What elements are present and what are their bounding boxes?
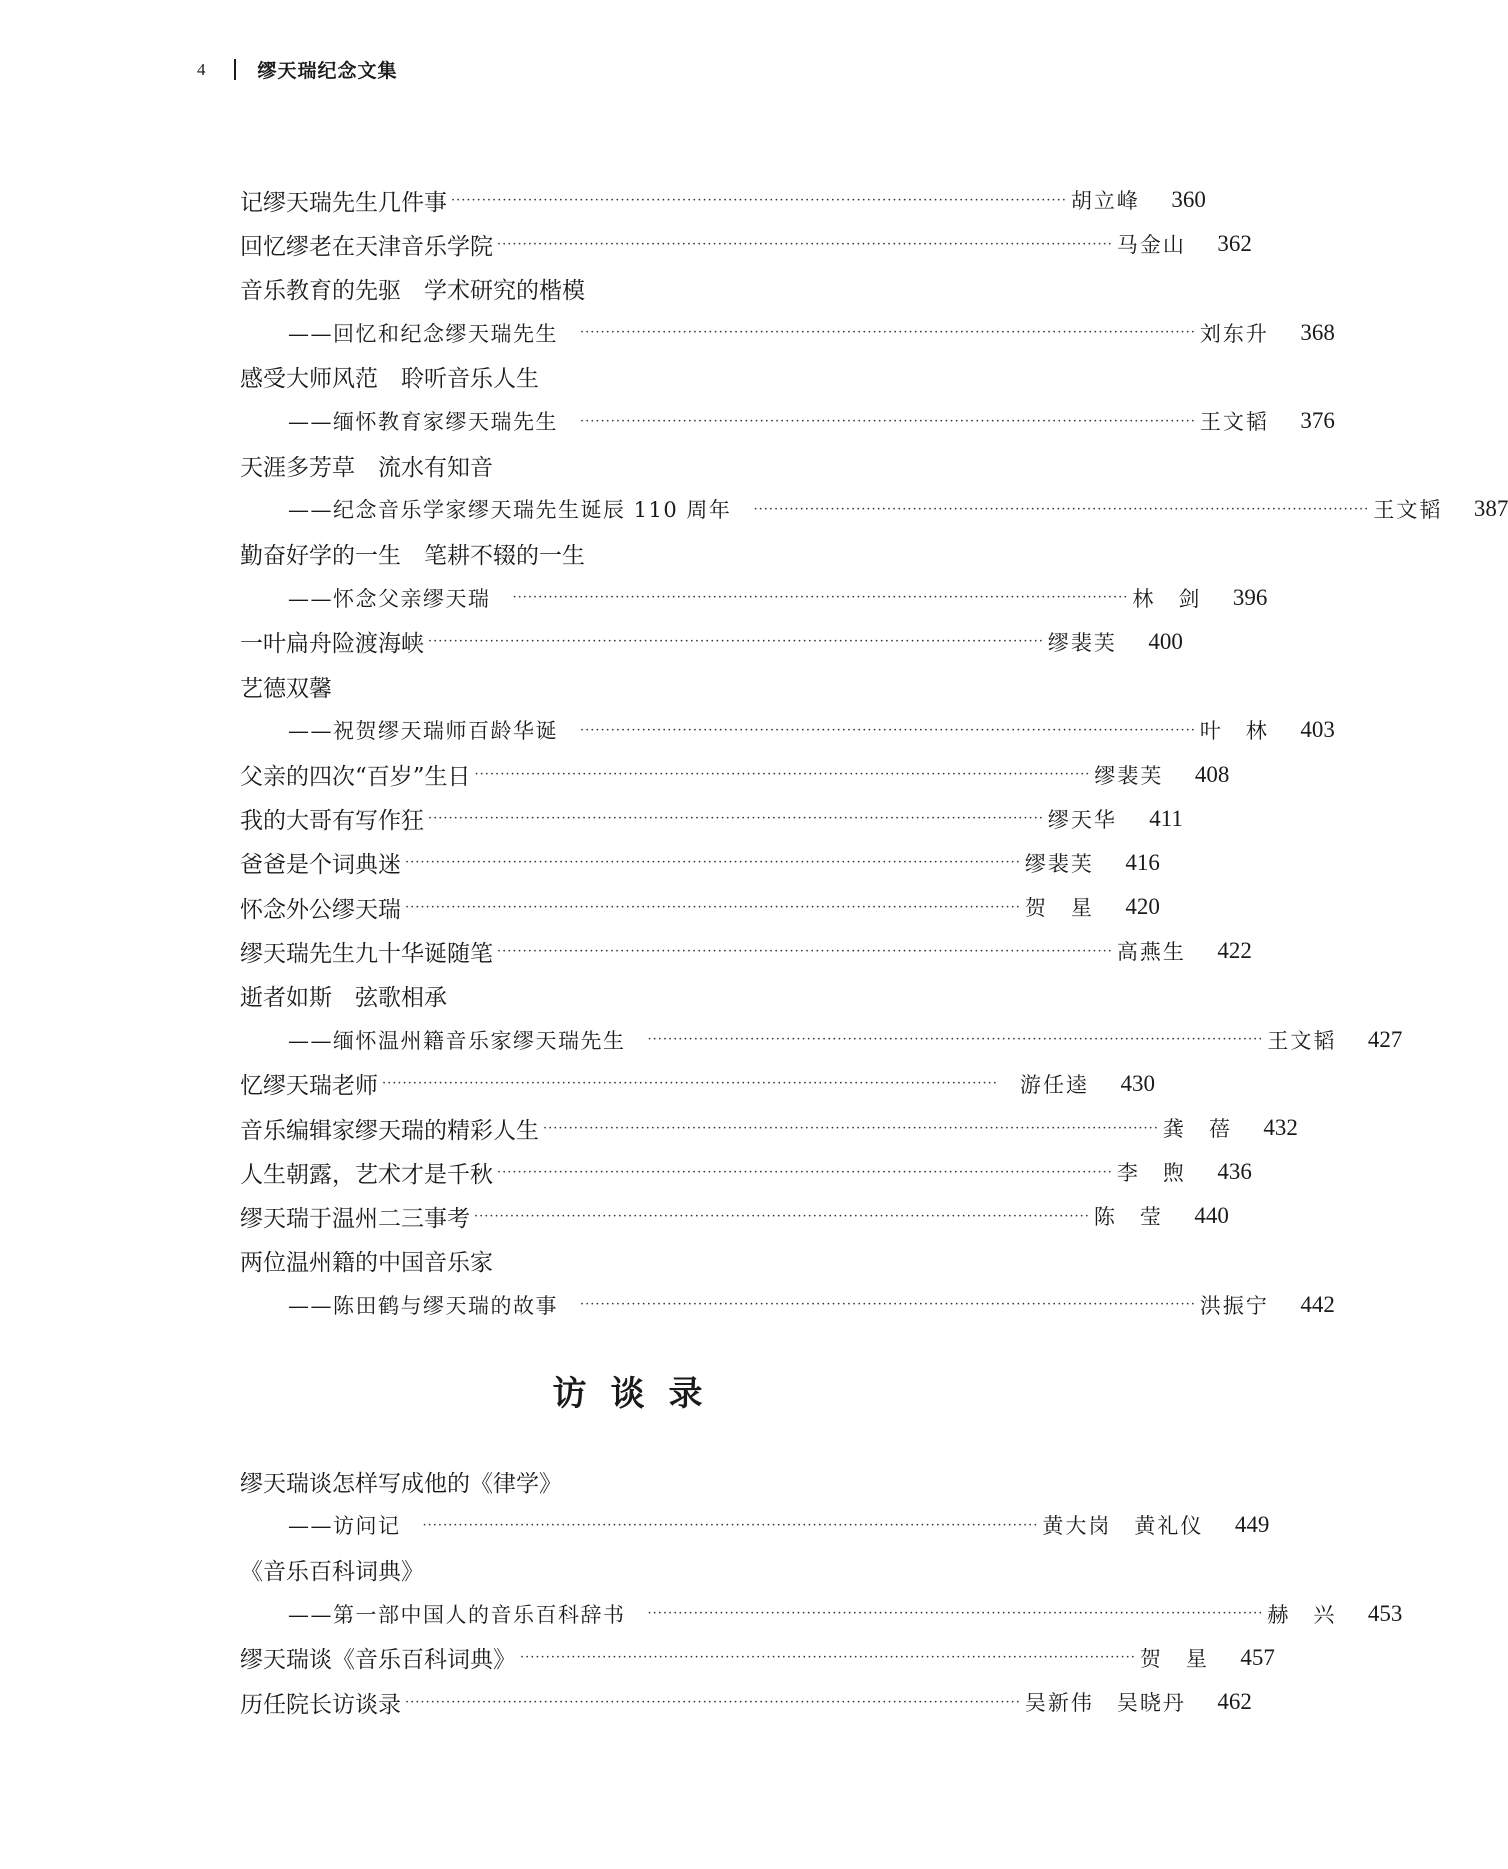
dot-leader: ························································································································: [753, 501, 1370, 517]
dot-leader: ························································································································: [647, 1032, 1264, 1048]
toc-entry-title: 历任院长访谈录: [240, 1691, 401, 1718]
toc-entry-page: 427: [1367, 1026, 1403, 1052]
dot-leader: ························································································································: [497, 236, 1113, 252]
toc-entry-author: 叶 林: [1199, 719, 1269, 744]
toc-entry-subtitle: ——缅怀温州籍音乐家缪天瑞先生: [288, 1028, 626, 1053]
toc-entry-author: 缪天华: [1047, 807, 1117, 832]
toc-entry-page: 442: [1300, 1291, 1335, 1317]
dot-leader: ························································································································: [520, 1650, 1136, 1666]
toc-entry-author: 洪振宁: [1199, 1293, 1269, 1318]
dot-leader: ························································································································: [422, 1517, 1039, 1533]
page-number: 4: [197, 59, 206, 79]
toc-entry: [240, 266, 1155, 310]
toc-entry: [240, 222, 1252, 266]
toc-entry-page: 457: [1240, 1644, 1275, 1670]
toc-entry: [240, 399, 1335, 443]
toc-entry: [240, 178, 1206, 222]
toc-entry-page: 432: [1263, 1115, 1298, 1141]
toc-entry-page: 449: [1234, 1512, 1270, 1538]
toc-entry-page: 400: [1148, 628, 1183, 654]
toc-entry-page: 422: [1217, 938, 1252, 964]
toc-entry-subtitle: ——陈田鹤与缪天瑞的故事: [288, 1293, 558, 1318]
toc-entry-page: 396: [1232, 584, 1268, 610]
toc-entry-title: 两位温州籍的中国音乐家: [240, 1250, 493, 1277]
toc-main-list: [240, 178, 1508, 1327]
toc-entry: [240, 311, 1335, 355]
dot-leader: ························································································································: [580, 325, 1196, 341]
toc-entry: [240, 841, 1160, 885]
toc-entry: [240, 885, 1160, 929]
toc-entry-author: 贺 星: [1024, 896, 1094, 921]
toc-entry-author: 游任逵: [1020, 1072, 1089, 1097]
toc-entry-page: 408: [1194, 761, 1230, 787]
dot-leader: ························································································································: [428, 811, 1044, 827]
toc-entry: [240, 1459, 1155, 1503]
toc-entry-author: 王文韬: [1199, 410, 1269, 435]
toc-entry-title: 《音乐百科词典》: [240, 1558, 424, 1585]
toc-entry-author: 缪裴芙: [1094, 763, 1164, 788]
toc-entry: [240, 1018, 1403, 1062]
toc-entry: [240, 973, 1155, 1017]
toc-entry-title: 父亲的四次“百岁”生日: [240, 764, 471, 791]
toc-entry-author: 陈 莹: [1093, 1205, 1163, 1230]
toc-entry-title: 缪天瑞先生九十华诞随笔: [240, 940, 493, 967]
toc-entry-author: 赫 兴: [1267, 1602, 1337, 1627]
toc-entry: [240, 1106, 1298, 1150]
toc-entry-author: 贺 星: [1139, 1646, 1209, 1671]
toc-entry: [240, 443, 1155, 487]
toc-entry: [240, 1062, 1155, 1106]
toc-entry-title: 记缪天瑞先生几件事: [240, 189, 447, 216]
toc-entry-author: 林 剑: [1132, 586, 1202, 611]
toc-entry: [240, 1636, 1275, 1680]
toc-entry-title: 缪天瑞谈怎样写成他的《律学》: [240, 1470, 562, 1497]
toc-entry-page: 362: [1217, 231, 1252, 257]
toc-entry-page: 420: [1125, 894, 1160, 920]
dot-leader: ························································································································: [428, 634, 1044, 650]
toc-entry: [240, 620, 1183, 664]
toc-entry: [240, 752, 1230, 796]
toc-entry-title: 艺德双馨: [240, 675, 332, 702]
toc-entry: [240, 487, 1508, 531]
toc-entry-title: 音乐编辑家缪天瑞的精彩人生: [240, 1117, 539, 1144]
toc-entry-page: 462: [1217, 1689, 1252, 1715]
toc-entry-page: 416: [1125, 849, 1160, 875]
toc-entry-title: 我的大哥有写作狂: [240, 808, 424, 835]
toc-entry-author: 缪裴芙: [1024, 851, 1094, 876]
dot-leader: ························································································································: [580, 413, 1196, 429]
toc-entry: [240, 708, 1335, 752]
toc-entry: [240, 1503, 1270, 1547]
toc-entry-author: 王文韬: [1373, 498, 1443, 523]
toc-entry: [240, 576, 1268, 620]
toc-entry-subtitle: ——第一部中国人的音乐百科辞书: [288, 1602, 626, 1627]
toc-entry-title: 感受大师风范 聆听音乐人生: [240, 366, 539, 393]
toc-entry: [240, 1194, 1229, 1238]
toc-entry: [240, 1150, 1252, 1194]
toc-entry: [240, 797, 1183, 841]
toc-entry-subtitle: ——祝贺缪天瑞师百龄华诞: [288, 719, 558, 744]
toc-entry-author: 高燕生: [1116, 940, 1186, 965]
toc-entry-author: 刘东升: [1199, 321, 1269, 346]
toc-entry-title: 天涯多芳草 流水有知音: [240, 454, 493, 481]
toc-entry: [240, 1592, 1403, 1636]
toc-entry-page: 430: [1120, 1070, 1155, 1096]
toc-entry-page: 403: [1300, 717, 1335, 743]
dot-leader: ························································································································: [543, 1120, 1159, 1136]
toc-entry: [240, 929, 1252, 973]
toc-interviews-list: [240, 1459, 1403, 1724]
toc-entry: [240, 664, 1155, 708]
toc-entry-page: 360: [1171, 187, 1206, 213]
toc-entry-page: 368: [1300, 319, 1335, 345]
toc-entry-page: 436: [1217, 1159, 1252, 1185]
toc-entry-title: 怀念外公缪天瑞: [240, 896, 401, 923]
toc-entry-page: 376: [1300, 408, 1335, 434]
book-title: 缪天瑞纪念文集: [257, 60, 398, 82]
dot-leader: ························································································································: [497, 1164, 1113, 1180]
toc-entry-title: 逝者如斯 弦歌相承: [240, 984, 447, 1011]
toc-entry-page: 453: [1367, 1600, 1403, 1626]
toc-entry-subtitle: ——访问记: [288, 1514, 401, 1539]
dot-leader: ························································································································: [451, 192, 1067, 208]
toc-entry-title: 缪天瑞谈《音乐百科词典》: [240, 1647, 516, 1674]
toc-entry-page: 440: [1194, 1203, 1229, 1229]
dot-leader: ························································································································: [405, 899, 1021, 915]
toc-entry: [240, 1283, 1335, 1327]
dot-leader: ························································································································: [382, 1076, 998, 1092]
toc-entry-subtitle: ——怀念父亲缪天瑞: [288, 586, 491, 611]
dot-leader: ························································································································: [405, 855, 1021, 871]
toc-entry-title: 忆缪天瑞老师: [240, 1073, 378, 1100]
dot-leader: ························································································································: [647, 1606, 1264, 1622]
header-divider: [234, 59, 236, 80]
toc-entry-author: 胡立峰: [1070, 189, 1140, 214]
toc-entry: [240, 1547, 1155, 1591]
dot-leader: ························································································································: [497, 943, 1113, 959]
section-title: 访谈录: [552, 1374, 727, 1414]
toc-entry-subtitle: ——回忆和纪念缪天瑞先生: [288, 321, 558, 346]
toc-entry: [240, 355, 1155, 399]
toc-entry: [240, 532, 1155, 576]
toc-entry: [240, 1239, 1155, 1283]
toc-entry-title: 一叶扁舟险渡海峡: [240, 631, 424, 658]
toc-entry-author: 李 煦: [1116, 1161, 1186, 1186]
toc-entry-page: 387: [1473, 496, 1508, 522]
dot-leader: ························································································································: [580, 1297, 1196, 1313]
toc-entry-title: 勤奋好学的一生 笔耕不辍的一生: [240, 543, 585, 570]
toc-entry-subtitle: ——缅怀教育家缪天瑞先生: [288, 410, 558, 435]
toc-entry-title: 人生朝露，艺术才是千秋: [240, 1161, 493, 1188]
dot-leader: ························································································································: [580, 722, 1196, 738]
toc-entry-title: 回忆缪老在天津音乐学院: [240, 233, 493, 260]
toc-entry-author: 马金山: [1116, 233, 1186, 258]
toc-entry-author: 吴新伟 吴晓丹: [1024, 1691, 1186, 1716]
toc-entry-author: 龚 蓓: [1162, 1117, 1232, 1142]
toc-entry-title: 音乐教育的先驱 学术研究的楷模: [240, 277, 585, 304]
toc-entry-title: 缪天瑞于温州二三事考: [240, 1205, 470, 1232]
toc-entry-author: 黄大岗 黄礼仪: [1042, 1514, 1204, 1539]
dot-leader: ························································································································: [512, 590, 1129, 606]
toc-entry-title: 爸爸是个词典迷: [240, 852, 401, 879]
toc-entry-author: 缪裴芙: [1047, 630, 1117, 655]
dot-leader: ························································································································: [474, 767, 1091, 783]
toc-entry-author: 王文韬: [1267, 1028, 1337, 1053]
dot-leader: ························································································································: [474, 1208, 1090, 1224]
toc-entry: [240, 1680, 1252, 1724]
dot-leader: ························································································································: [405, 1694, 1021, 1710]
toc-entry-page: 411: [1149, 805, 1183, 831]
toc-entry-subtitle: ——纪念音乐学家缪天瑞先生诞辰 110 周年: [288, 498, 732, 523]
running-header: [197, 56, 398, 83]
